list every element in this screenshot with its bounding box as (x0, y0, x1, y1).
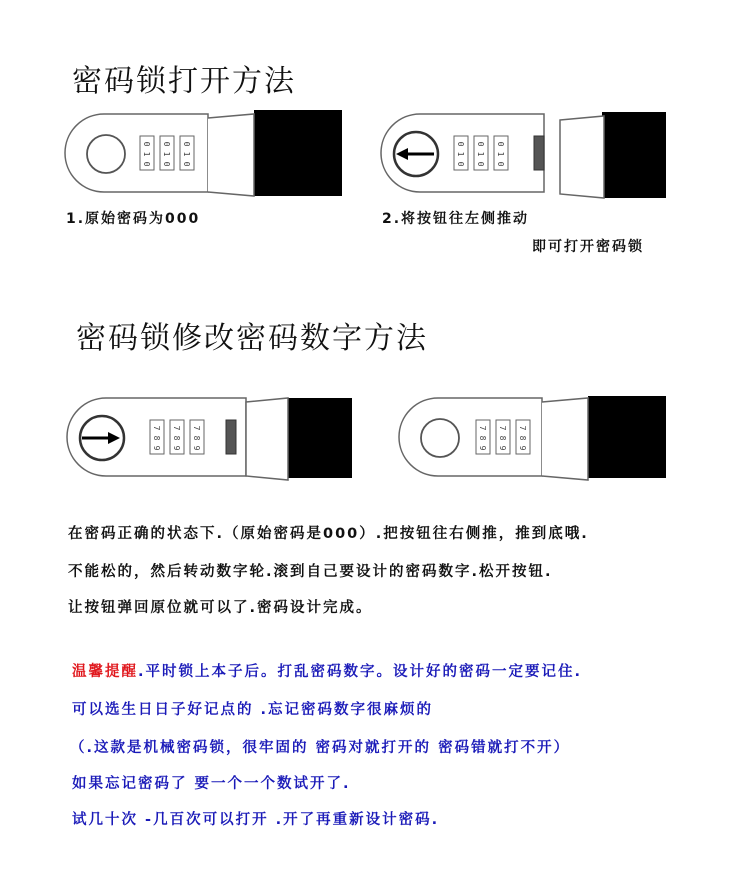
dial-digit: 1 (476, 151, 485, 157)
dial-digit: 0 (162, 141, 171, 147)
dial-digit: 0 (142, 141, 151, 147)
dial-digit: 8 (498, 435, 507, 441)
dial-digit: 8 (192, 435, 201, 441)
reminder-text: .平时锁上本子后。打乱密码数字。设计好的密码一定要记住. (138, 664, 583, 680)
reminder-line-1 (72, 660, 582, 681)
button-circle-icon (421, 419, 459, 457)
dial-wheels (140, 136, 194, 170)
reminder-line-5: 试几十次 -几百次可以打开 .开了再重新设计密码. (72, 812, 440, 828)
lock-diagram-set (392, 392, 682, 488)
lock-diagram-closed (58, 108, 348, 204)
dial-digit: 1 (496, 151, 505, 157)
dial-digit: 8 (172, 435, 181, 441)
section2-heading: 密码锁修改密码数字方法 (76, 321, 428, 356)
reminder-line-2: 可以选生日日子好记点的 .忘记密码数字很麻烦的 (72, 702, 434, 718)
dial-digit: 1 (142, 151, 151, 157)
section1-heading: 密码锁打开方法 (72, 64, 296, 99)
reminder-label: 温馨提醒 (72, 664, 138, 680)
instruction-line-3: 让按钮弹回原位就可以了.密码设计完成。 (68, 600, 373, 616)
instruction-line-1: 在密码正确的状态下.（原始密码是000）.把按钮往右侧推，推到底哦. (68, 526, 589, 542)
dial-digit: 9 (152, 445, 161, 451)
dial-digit: 7 (172, 425, 181, 431)
dial-digit: 0 (476, 161, 485, 167)
step1-caption: 1.原始密码为000 (66, 211, 201, 227)
dial-digit: 0 (142, 161, 151, 167)
reminder-line-4: 如果忘记密码了 要一个一个数试开了. (72, 776, 351, 792)
strap (588, 396, 666, 478)
dial-digit: 8 (152, 435, 161, 441)
dial-digit: 7 (478, 425, 487, 431)
dial-digit: 9 (498, 445, 507, 451)
dial-digit: 0 (182, 141, 191, 147)
instruction-line-2: 不能松的，然后转动数字轮.滚到自己要设计的密码数字.松开按钮. (68, 564, 553, 580)
dial-digit: 1 (162, 151, 171, 157)
dial-digit: 0 (162, 161, 171, 167)
dial-digit: 0 (476, 141, 485, 147)
strap (254, 110, 342, 196)
dial-digit: 7 (498, 425, 507, 431)
strap (288, 398, 352, 478)
dial-digit: 9 (192, 445, 201, 451)
step2-caption-line1: 2.将按钮往左侧推动 (382, 211, 530, 227)
strap (602, 112, 666, 198)
dial-digit: 7 (518, 425, 527, 431)
dial-digit: 0 (456, 161, 465, 167)
lock-diagram-push-right (60, 392, 360, 488)
lock-diagram-open (374, 108, 674, 204)
dial-digit: 9 (478, 445, 487, 451)
reminder-line-3: （.这款是机械密码锁，很牢固的 密码对就打开的 密码错就打不开） (70, 740, 571, 756)
dial-digit: 8 (478, 435, 487, 441)
dial-digit: 0 (182, 161, 191, 167)
dial-digit: 0 (496, 141, 505, 147)
dial-digit: 7 (152, 425, 161, 431)
step2-caption-line2: 即可打开密码锁 (532, 239, 644, 255)
dial-digit: 9 (172, 445, 181, 451)
dial-wheels (476, 420, 530, 454)
dial-digit: 0 (496, 161, 505, 167)
dial-digit: 9 (518, 445, 527, 451)
dial-digit: 0 (456, 141, 465, 147)
dial-digit: 1 (182, 151, 191, 157)
dial-digit: 7 (192, 425, 201, 431)
button-circle-icon (87, 135, 125, 173)
dial-digit: 8 (518, 435, 527, 441)
dial-digit: 1 (456, 151, 465, 157)
